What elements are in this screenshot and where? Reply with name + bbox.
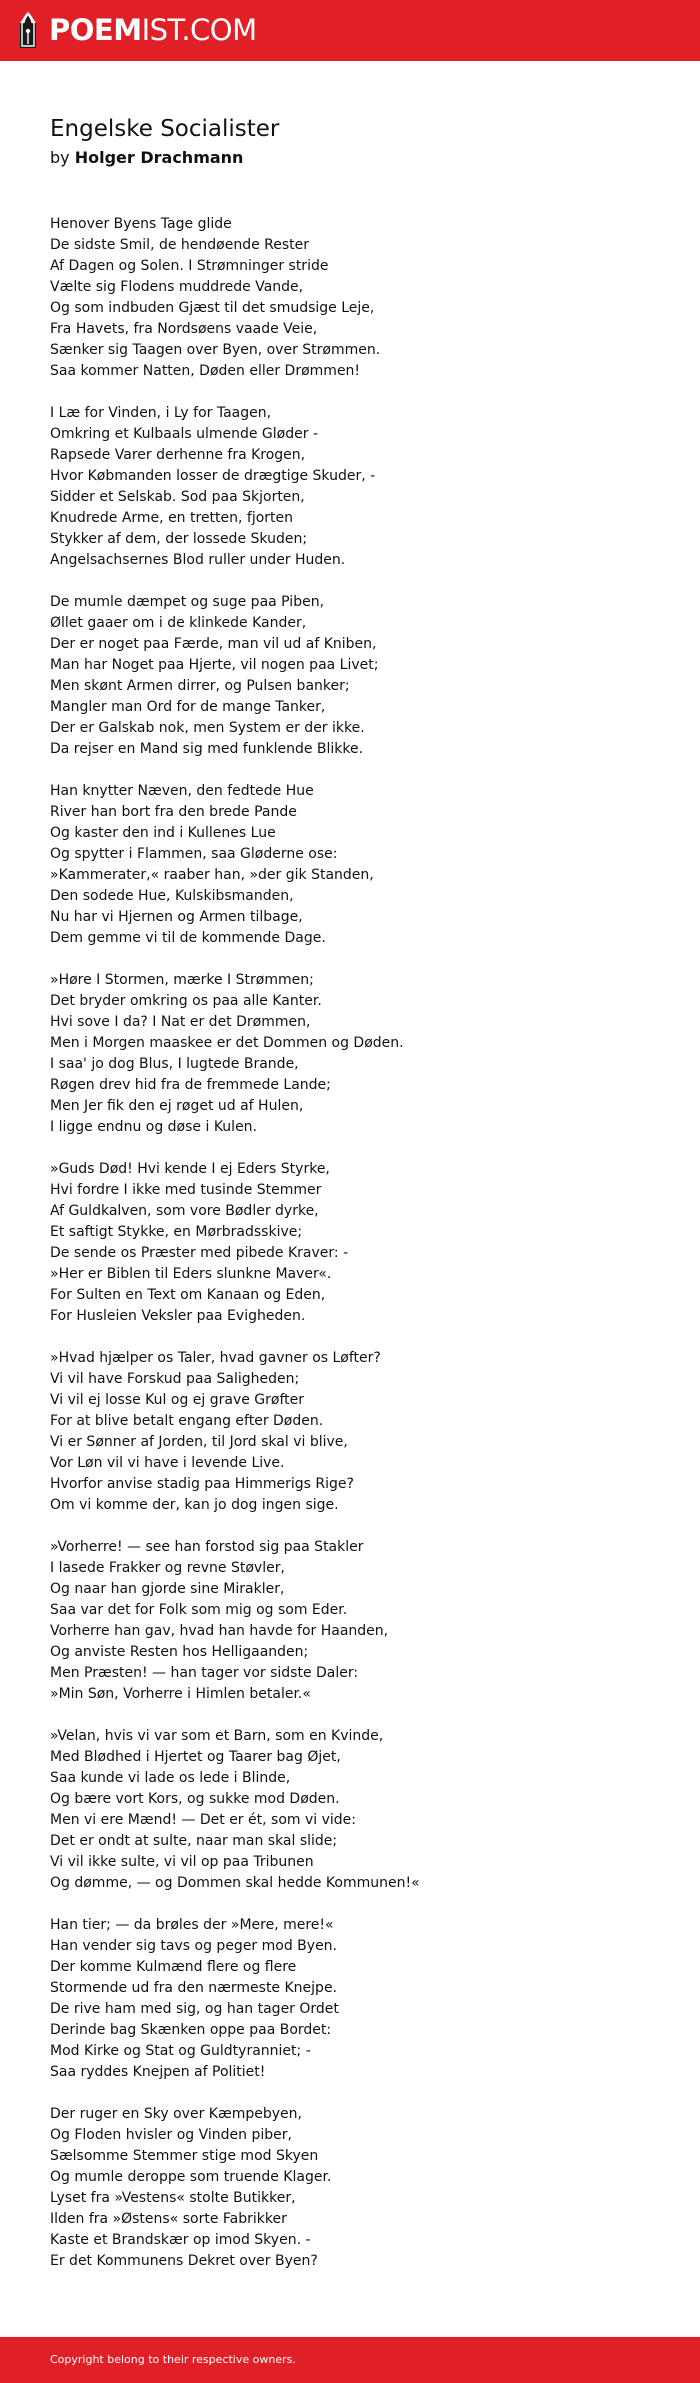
poem-line: Vor Løn vil vi have i levende Live. xyxy=(50,1455,285,1471)
poem-line: Mod Kirke og Stat og Guldtyranniet; - xyxy=(50,2043,311,2059)
poem-line: For at blive betalt engang efter Døden. xyxy=(50,1413,324,1429)
poem-line: Han tier; — da brøles der »Mere, mere!« xyxy=(50,1917,334,1933)
poem-line: Derinde bag Skænken oppe paa Bordet: xyxy=(50,2022,332,2038)
poem-line: Saa kommer Natten, Døden eller Drømmen! xyxy=(50,363,361,379)
poem-line: »Hvad hjælper os Taler, hvad gavner os Løfter? xyxy=(50,1350,381,1366)
poem-line: Der ruger en Sky over Kæmpebyen, xyxy=(50,2106,302,2122)
poem-line: Er det Kommunens Dekret over Byen? xyxy=(50,2253,318,2269)
pen-nib-icon xyxy=(17,10,39,50)
poem-line: Sidder et Selskab. Sod paa Skjorten, xyxy=(50,489,305,505)
poem-line: Stykker af dem, der lossede Skuden; xyxy=(50,531,308,547)
poem-line: For Husleien Veksler paa Evigheden. xyxy=(50,1308,306,1324)
poem-line: Mangler man Ord for de mange Tanker, xyxy=(50,699,326,715)
poem-line: Og anviste Resten hos Helligaanden; xyxy=(50,1644,309,1660)
poem-line: »Vorherre! — see han forstod sig paa Stakler xyxy=(50,1539,364,1555)
poem-line: »Min Søn, Vorherre i Himlen betaler.« xyxy=(50,1686,311,1702)
poem-line: Vi vil have Forskud paa Saligheden; xyxy=(50,1371,300,1387)
poem-line: Og bære vort Kors, og sukke mod Døden. xyxy=(50,1791,340,1807)
poem-line: Vi er Sønner af Jorden, til Jord skal vi blive, xyxy=(50,1434,348,1450)
poem-line: Rapsede Varer derhenne fra Krogen, xyxy=(50,447,306,463)
copyright-text: Copyright belong to their respective owners. xyxy=(50,2353,296,2366)
stanza xyxy=(50,1537,660,1705)
stanza xyxy=(50,1726,660,1894)
poem-line: Hvorfor anvise stadig paa Himmerigs Rige? xyxy=(50,1476,354,1492)
poem-line: Det er ondt at sulte, naar man skal slide; xyxy=(50,1833,338,1849)
poem-line: Sælsomme Stemmer stige mod Skyen xyxy=(50,2148,319,2164)
poem-line: Og kaster den ind i Kullenes Lue xyxy=(50,825,276,841)
poem-line: Og mumle deroppe som truende Klager. xyxy=(50,2169,332,2185)
poem-line: De rive ham med sig, og han tager Ordet xyxy=(50,2001,339,2017)
poem-line: I lasede Frakker og revne Støvler, xyxy=(50,1560,285,1576)
poem-line: De sende os Præster med pibede Kraver: - xyxy=(50,1245,349,1261)
site-logo[interactable] xyxy=(17,10,257,50)
poem-content xyxy=(50,114,660,2293)
poem-line: Hvor Købmanden losser de drægtige Skuder, - xyxy=(50,468,376,484)
poem-line: Der komme Kulmænd flere og flere xyxy=(50,1959,297,1975)
byline-prefix: by xyxy=(50,148,70,167)
poem-line: Vælte sig Flodens muddrede Vande, xyxy=(50,279,304,295)
stanza xyxy=(50,214,660,382)
poem-body xyxy=(50,214,660,2272)
logo-text-rest: IST.COM xyxy=(141,13,257,47)
poem-line: Da rejser en Mand sig med funklende Blikke. xyxy=(50,741,364,757)
poem-line: Røgen drev hid fra de fremmede Lande; xyxy=(50,1077,331,1093)
poem-line: Den sodede Hue, Kulskibsmanden, xyxy=(50,888,294,904)
poem-line: De sidste Smil, de hendøende Rester xyxy=(50,237,310,253)
poem-line: Og Floden hvisler og Vinden piber, xyxy=(50,2127,292,2143)
poem-line: Ilden fra »Østens« sorte Fabrikker xyxy=(50,2211,287,2227)
author-link[interactable]: Holger Drachmann xyxy=(74,148,244,167)
poem-line: For Sulten en Text om Kanaan og Eden, xyxy=(50,1287,326,1303)
logo-text-bold: POEM xyxy=(49,13,142,47)
poem-line: »Guds Død! Hvi kende I ej Eders Styrke, xyxy=(50,1161,330,1177)
poem-line: I Læ for Vinden, i Ly for Taagen, xyxy=(50,405,272,421)
poem-line: Øllet gaaer om i de klinkede Kander, xyxy=(50,615,307,631)
stanza xyxy=(50,403,660,571)
poem-line: »Høre I Stormen, mærke I Strømmen; xyxy=(50,972,314,988)
poem-line: Vorherre han gav, hvad han havde for Haanden, xyxy=(50,1623,389,1639)
poem-line: Lyset fra »Vestens« stolte Butikker, xyxy=(50,2190,296,2206)
poem-line: »Her er Biblen til Eders slunkne Maver«. xyxy=(50,1266,332,1282)
poem-line: Af Dagen og Solen. I Strømninger stride xyxy=(50,258,329,274)
poem-line: Et saftigt Stykke, en Mørbradsskive; xyxy=(50,1224,303,1240)
poem-line: Med Blødhed i Hjertet og Taarer bag Øjet, xyxy=(50,1749,341,1765)
site-header xyxy=(0,0,700,61)
poem-line: Saa var det for Folk som mig og som Eder. xyxy=(50,1602,348,1618)
stanza xyxy=(50,2104,660,2272)
poem-line: Han knytter Næven, den fedtede Hue xyxy=(50,783,314,799)
poem-line: Og som indbuden Gjæst til det smudsige Leje, xyxy=(50,300,375,316)
poem-line: Dem gemme vi til de kommende Dage. xyxy=(50,930,326,946)
poem-line: Og naar han gjorde sine Mirakler, xyxy=(50,1581,285,1597)
poem-line: Vi vil ikke sulte, vi vil op paa Tribunen xyxy=(50,1854,314,1870)
poem-line: River han bort fra den brede Pande xyxy=(50,804,297,820)
stanza xyxy=(50,1348,660,1516)
poem-line: Man har Noget paa Hjerte, vil nogen paa Livet; xyxy=(50,657,379,673)
poem-line: Saa ryddes Knejpen af Politiet! xyxy=(50,2064,266,2080)
poem-line: Fra Havets, fra Nordsøens vaade Veie, xyxy=(50,321,318,337)
poem-line: Men Præsten! — han tager vor sidste Daler: xyxy=(50,1665,359,1681)
poem-line: Hvi sove I da? I Nat er det Drømmen, xyxy=(50,1014,311,1030)
poem-line: Henover Byens Tage glide xyxy=(50,216,232,232)
stanza xyxy=(50,781,660,949)
poem-line: Saa kunde vi lade os lede i Blinde, xyxy=(50,1770,291,1786)
poem-line: Men skønt Armen dirrer, og Pulsen banker; xyxy=(50,678,350,694)
poem-line: Men i Morgen maaskee er det Dommen og Døden. xyxy=(50,1035,404,1051)
poem-line: Men Jer fik den ej røget ud af Hulen, xyxy=(50,1098,304,1114)
poem-line: Knudrede Arme, en tretten, fjorten xyxy=(50,510,294,526)
poem-line: Af Guldkalven, som vore Bødler dyrke, xyxy=(50,1203,319,1219)
poem-line: Vi vil ej losse Kul og ej grave Grøfter xyxy=(50,1392,305,1408)
poem-line: Sænker sig Taagen over Byen, over Strømmen. xyxy=(50,342,381,358)
poem-line: I ligge endnu og døse i Kulen. xyxy=(50,1119,257,1135)
poem-line: Men vi ere Mænd! — Det er ét, som vi vide: xyxy=(50,1812,356,1828)
poem-line: Og spytter i Flammen, saa Gløderne ose: xyxy=(50,846,338,862)
poem-line: I saa' jo dog Blus, I lugtede Brande, xyxy=(50,1056,299,1072)
poem-line: »Velan, hvis vi var som et Barn, som en Kvinde, xyxy=(50,1728,384,1744)
logo-text xyxy=(49,10,257,50)
poem-line: De mumle dæmpet og suge paa Piben, xyxy=(50,594,325,610)
poem-line: Nu har vi Hjernen og Armen tilbage, xyxy=(50,909,303,925)
poem-line: Stormende ud fra den nærmeste Knejpe. xyxy=(50,1980,338,1996)
poem-line: Der er Galskab nok, men System er der ikke. xyxy=(50,720,365,736)
poem-line: Omkring et Kulbaals ulmende Gløder - xyxy=(50,426,318,442)
poem-title: Engelske Socialister xyxy=(50,116,280,142)
poem-line: Hvi fordre I ikke med tusinde Stemmer xyxy=(50,1182,322,1198)
poem-line: Angelsachsernes Blod ruller under Huden. xyxy=(50,552,346,568)
stanza xyxy=(50,1159,660,1327)
poem-line: Om vi komme der, kan jo dog ingen sige. xyxy=(50,1497,339,1513)
poem-line: Der er noget paa Færde, man vil ud af Kniben, xyxy=(50,636,377,652)
poem-line: Kaste et Brandskær op imod Skyen. - xyxy=(50,2232,311,2248)
site-footer xyxy=(0,2337,700,2383)
poem-line: Og dømme, — og Dommen skal hedde Kommunen!« xyxy=(50,1875,420,1891)
stanza xyxy=(50,970,660,1138)
poem-line: »Kammerater,« raaber han, »der gik Standen, xyxy=(50,867,374,883)
poem-byline xyxy=(50,147,660,169)
poem-line: Det bryder omkring os paa alle Kanter. xyxy=(50,993,322,1009)
stanza xyxy=(50,592,660,760)
poem-line: Han vender sig tavs og peger mod Byen. xyxy=(50,1938,337,1954)
stanza xyxy=(50,1915,660,2083)
